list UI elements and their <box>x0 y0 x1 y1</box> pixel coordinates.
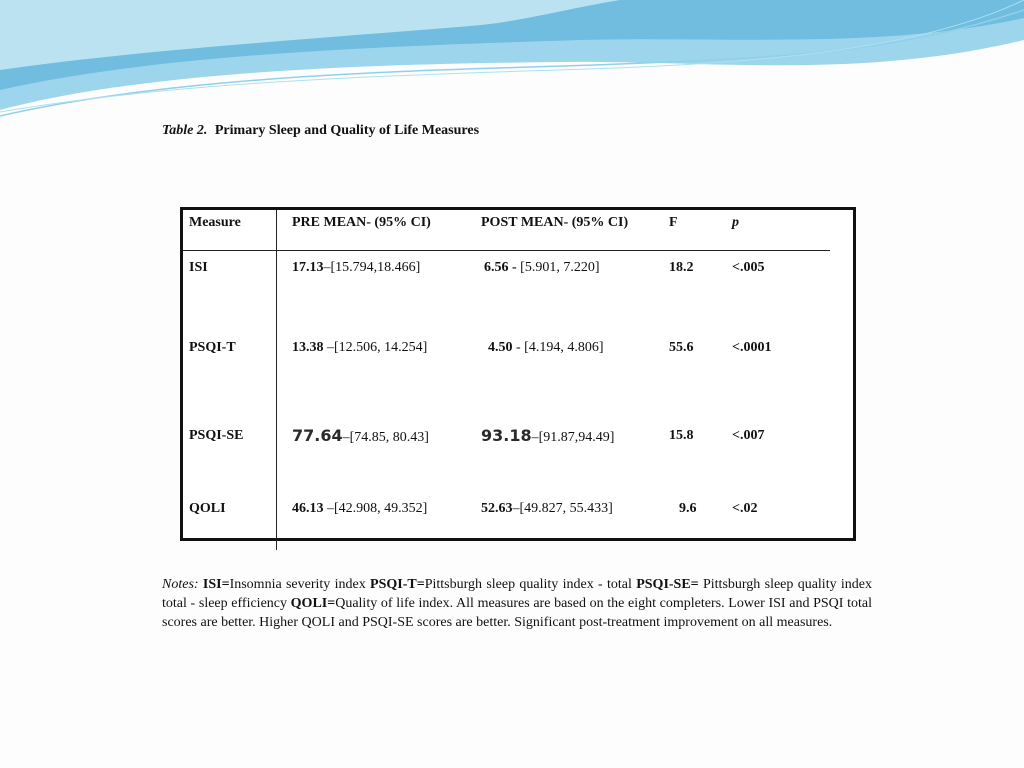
header-wave-decoration <box>0 0 1024 120</box>
results-table <box>180 207 856 541</box>
row-psqise-post: 93.18–[91.87,94.49] <box>481 426 615 445</box>
caption-lead: Table 2. <box>162 123 208 138</box>
column-divider <box>276 210 277 550</box>
row-isi-measure: ISI <box>189 260 208 275</box>
row-psqit-f: 55.6 <box>669 340 694 355</box>
header-f: F <box>669 215 678 230</box>
notes-psqise-def: Pittsburgh sleep quality index total - sleep efficiency <box>162 577 873 611</box>
notes-psqit-abbr: PSQI-T= <box>370 577 425 592</box>
table-notes <box>162 575 872 632</box>
row-psqise-pre: 77.64–[74.85, 80.43] <box>292 426 429 445</box>
row-psqise-f: 15.8 <box>669 428 694 443</box>
row-qoli-pre: 46.13 –[42.908, 49.352] <box>292 501 428 516</box>
header-divider <box>183 250 830 251</box>
header-measure: Measure <box>189 215 241 230</box>
notes-psqit-def: Pittsburgh sleep quality index - total <box>424 577 637 592</box>
notes-rest: All measures are based on the eight completers. Lower ISI and PSQI total scores are better. Higher QOLI and PSQI-SE scores are better. Significant post-treatment improvement on all measures. <box>162 596 872 630</box>
row-psqise-p: <.007 <box>732 428 765 443</box>
notes-isi-def: Insomnia severity index <box>229 577 371 592</box>
row-qoli-post: 52.63–[49.827, 55.433] <box>481 501 613 516</box>
row-psqise-measure: PSQI-SE <box>189 428 244 443</box>
row-qoli-f: 9.6 <box>679 501 697 516</box>
notes-qoli-abbr: QOLI= <box>290 596 336 611</box>
row-isi-p: <.005 <box>732 260 765 275</box>
header-post-mean: POST MEAN- (95% CI) <box>481 215 629 230</box>
caption-title: Primary Sleep and Quality of Life Measures <box>214 123 480 138</box>
row-isi-f: 18.2 <box>669 260 694 275</box>
row-psqit-measure: PSQI-T <box>189 340 236 355</box>
header-pre-mean: PRE MEAN- (95% CI) <box>292 215 431 230</box>
row-psqit-pre: 13.38 –[12.506, 14.254] <box>292 340 428 355</box>
notes-lead: Notes: <box>162 577 199 592</box>
notes-psqise-abbr: PSQI-SE= <box>636 577 699 592</box>
row-isi-pre: 17.13–[15.794,18.466] <box>292 260 421 275</box>
row-qoli-p: <.02 <box>732 501 758 516</box>
row-qoli-measure: QOLI <box>189 501 226 516</box>
row-psqit-p: <.0001 <box>732 340 772 355</box>
notes-qoli-def: Quality of life index. <box>335 596 454 611</box>
header-p: p <box>732 215 739 230</box>
table-caption <box>162 123 479 139</box>
row-isi-post: 6.56 - [5.901, 7.220] <box>484 260 600 275</box>
notes-isi-abbr: ISI= <box>202 577 230 592</box>
row-psqit-post: 4.50 - [4.194, 4.806] <box>488 340 604 355</box>
